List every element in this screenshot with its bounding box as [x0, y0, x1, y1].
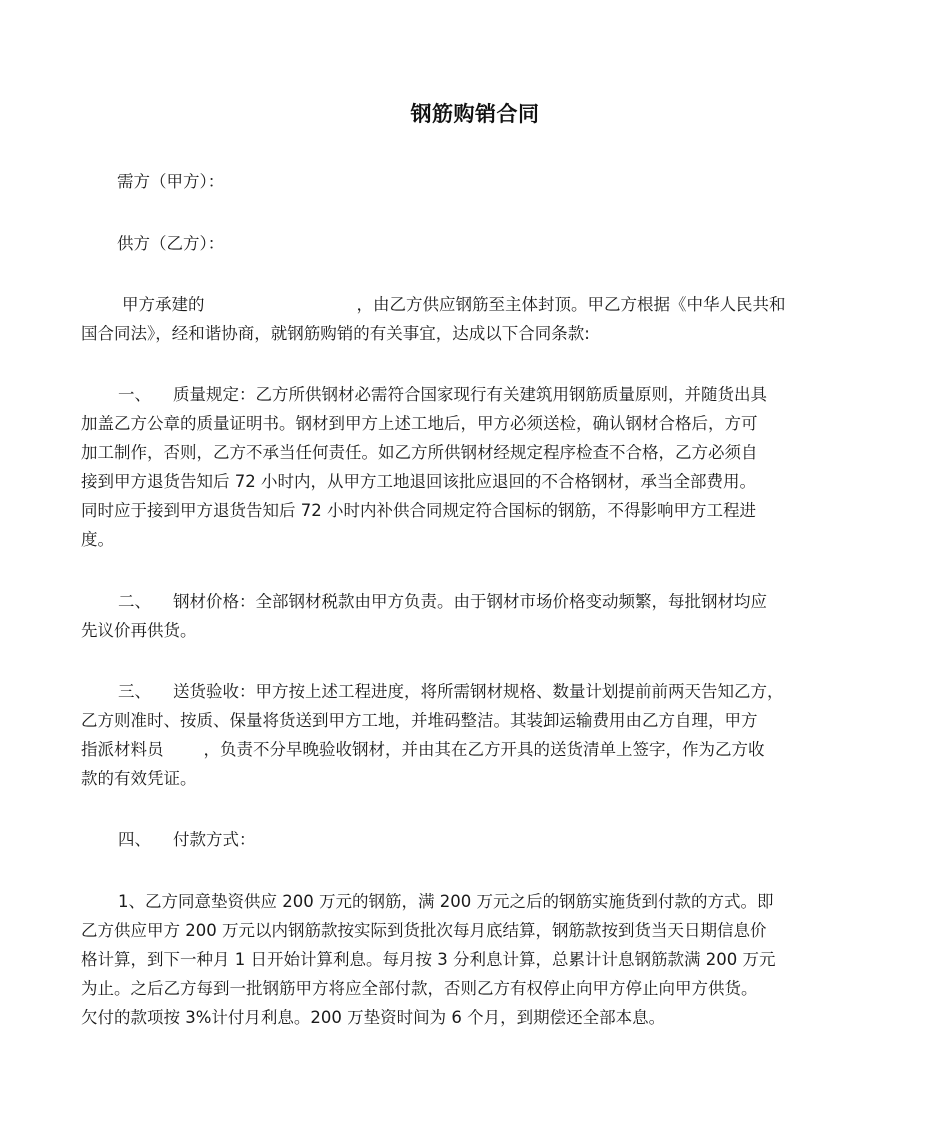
clause-4-1-line-3: 格计算，到下一种月 1 日开始计算利息。每月按 3 分利息计算，总累计计息钢筋款满 200 万元 [81, 950, 776, 969]
clause-2-line-1: 二、 钢材价格：全部钢材税款由甲方负责。由于钢材市场价格变动频繁，每批钢材均应 [118, 592, 767, 611]
clause-1-number: 一、 [118, 385, 151, 404]
intro-line-1-pre: 甲方承建的 [122, 295, 205, 314]
clause-2 [81, 587, 833, 645]
clause-1-line-1: 一、 质量规定：乙方所供钢材必需符合国家现行有关建筑用钢筋质量原则，并随货出具 [118, 385, 767, 404]
clause-3-line-4: 款的有效凭证。 [81, 769, 197, 788]
intro-line-1-post: ，由乙方供应钢筋至主体封顶。甲乙方根据《中华人民共和 [356, 295, 786, 314]
clause-3-line-2: 乙方则准时、按质、保量将货送到甲方工地，并堆码整洁。其装卸运输费用由乙方自理，甲方 [81, 711, 758, 730]
document-title: 钢筋购销合同 [410, 102, 540, 126]
clause-2-line-2: 先议价再供货。 [81, 621, 197, 640]
clause-4-1 [81, 887, 833, 1032]
clause-4-1-line-1: 1、乙方同意垫资供应 200 万元的钢筋，满 200 万元之后的钢筋实施货到付款的方式。即 [118, 892, 774, 911]
clause-4 [81, 825, 833, 854]
clause-4-1-line-5: 欠付的款项按 3%计付月利息。200 万垫资时间为 6 个月，到期偿还全部本息。 [81, 1008, 666, 1027]
intro-line-1 [81, 290, 833, 319]
buyer-label: 需方（甲方）： [117, 172, 225, 191]
clause-1 [81, 380, 833, 554]
intro-line-2: 国合同法》，经和谐协商，就钢筋购销的有关事宜，达成以下合同条款: [81, 324, 590, 343]
clause-3 [81, 677, 833, 793]
clause-4-1-line-2: 乙方供应甲方 200 万元以内钢筋款按实际到货批次每月底结算，钢筋款按到货当天日期信息价 [81, 921, 767, 940]
clause-4-1-line-4: 为止。之后乙方每到一批钢筋甲方将应全部付款，否则乙方有权停止向甲方停止向甲方供货。 [81, 979, 758, 998]
clause-1-line-3: 加工制作，否则，乙方不承当任何责任。如乙方所供钢材经规定程序检查不合格，乙方必须自 [81, 443, 758, 462]
clause-3-line-3: 指派材料员 ，负责不分早晚验收钢材，并由其在乙方开具的送货清单上签字，作为乙方收 [81, 740, 765, 759]
intro-paragraph [81, 290, 833, 348]
seller-label: 供方（乙方）： [117, 234, 225, 253]
clause-1-line-2: 加盖乙方公章的质量证明书。钢材到甲方上述工地后，甲方必须送检，确认钢材合格后，方可 [81, 414, 758, 433]
clause-4-number: 四、 [118, 830, 151, 849]
clause-3-number: 三、 [118, 682, 151, 701]
clause-4-line-1: 四、 付款方式： [118, 830, 256, 849]
clause-2-number: 二、 [118, 592, 151, 611]
clause-3-line-1: 三、 送货验收：甲方按上述工程进度，将所需钢材规格、数量计划提前前两天告知乙方， [118, 682, 784, 701]
clause-1-line-6: 度。 [81, 530, 114, 549]
clause-1-line-5: 同时应于接到甲方退货告知后 72 小时内补供合同规定符合国标的钢筋，不得影响甲方工程进 [81, 501, 756, 520]
clause-1-line-4: 接到甲方退货告知后 72 小时内，从甲方工地退回该批应退回的不合格钢材，承当全部费用。 [81, 472, 756, 491]
